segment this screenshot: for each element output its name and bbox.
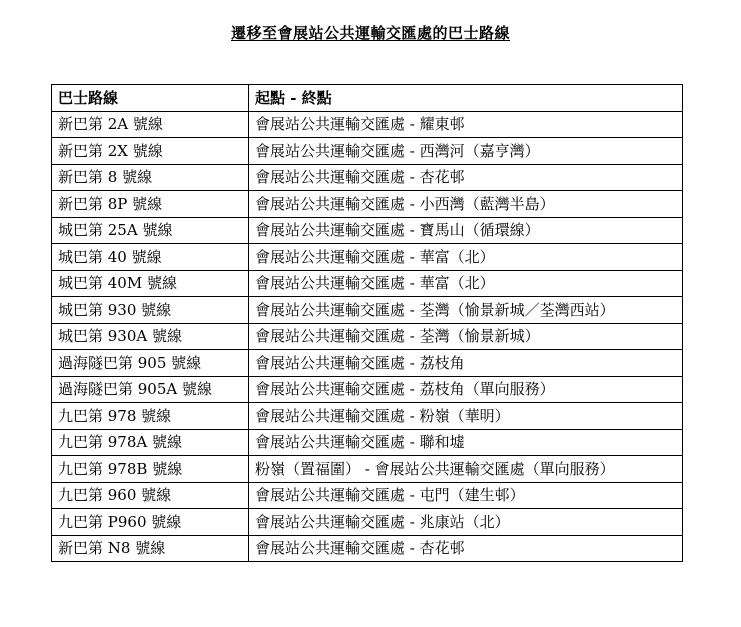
bus-route-table: [51, 84, 683, 562]
origin-destination-cell: 會展站公共運輸交匯處 - 耀東邨: [249, 111, 683, 138]
origin-destination-cell: 會展站公共運輸交匯處 - 屯門（建生邨）: [249, 482, 683, 509]
route-cell: 城巴第 930 號線: [52, 297, 249, 324]
route-cell: 九巴第 960 號線: [52, 482, 249, 509]
table-header-row: [52, 85, 683, 112]
table-row: [52, 191, 683, 218]
route-cell: 九巴第 P960 號線: [52, 509, 249, 536]
table-body: [52, 111, 683, 562]
table-row: [52, 164, 683, 191]
header-bus-route: 巴士路線: [52, 85, 249, 112]
origin-destination-cell: 會展站公共運輸交匯處 - 荔枝角（單向服務）: [249, 376, 683, 403]
table-row: [52, 111, 683, 138]
origin-destination-cell: 會展站公共運輸交匯處 - 粉嶺（華明）: [249, 403, 683, 430]
origin-destination-cell: 會展站公共運輸交匯處 - 杏花邨: [249, 535, 683, 562]
route-cell: 九巴第 978A 號線: [52, 429, 249, 456]
origin-destination-cell: 會展站公共運輸交匯處 - 華富（北）: [249, 244, 683, 271]
route-cell: 城巴第 40M 號線: [52, 270, 249, 297]
table-row: [52, 323, 683, 350]
table-row: [52, 456, 683, 483]
origin-destination-cell: 會展站公共運輸交匯處 - 荃灣（愉景新城／荃灣西站）: [249, 297, 683, 324]
document-title: 遷移至會展站公共運輸交匯處的巴士路線: [230, 24, 510, 42]
table-row: [52, 350, 683, 377]
origin-destination-cell: 會展站公共運輸交匯處 - 兆康站（北）: [249, 509, 683, 536]
table-row: [52, 297, 683, 324]
route-cell: 城巴第 25A 號線: [52, 217, 249, 244]
origin-destination-cell: 會展站公共運輸交匯處 - 寶馬山（循環線）: [249, 217, 683, 244]
table-row: [52, 509, 683, 536]
origin-destination-cell: 會展站公共運輸交匯處 - 杏花邨: [249, 164, 683, 191]
table-row: [52, 270, 683, 297]
origin-destination-cell: 會展站公共運輸交匯處 - 荃灣（愉景新城）: [249, 323, 683, 350]
origin-destination-cell: 會展站公共運輸交匯處 - 華富（北）: [249, 270, 683, 297]
route-cell: 新巴第 2X 號線: [52, 138, 249, 165]
table-row: [52, 217, 683, 244]
header-origin-destination: 起點 - 終點: [249, 85, 683, 112]
table-row: [52, 482, 683, 509]
route-cell: 九巴第 978B 號線: [52, 456, 249, 483]
route-cell: 新巴第 2A 號線: [52, 111, 249, 138]
table-row: [52, 138, 683, 165]
table-row: [52, 403, 683, 430]
origin-destination-cell: 會展站公共運輸交匯處 - 聯和墟: [249, 429, 683, 456]
origin-destination-cell: 會展站公共運輸交匯處 - 西灣河（嘉亨灣）: [249, 138, 683, 165]
route-cell: 九巴第 978 號線: [52, 403, 249, 430]
table-row: [52, 244, 683, 271]
origin-destination-cell: 粉嶺（置福圍） - 會展站公共運輸交匯處（單向服務）: [249, 456, 683, 483]
table-row: [52, 429, 683, 456]
table-row: [52, 376, 683, 403]
table-row: [52, 535, 683, 562]
origin-destination-cell: 會展站公共運輸交匯處 - 荔枝角: [249, 350, 683, 377]
route-cell: 城巴第 40 號線: [52, 244, 249, 271]
route-cell: 新巴第 8P 號線: [52, 191, 249, 218]
route-cell: 新巴第 8 號線: [52, 164, 249, 191]
route-cell: 過海隧巴第 905A 號線: [52, 376, 249, 403]
route-cell: 城巴第 930A 號線: [52, 323, 249, 350]
route-cell: 過海隧巴第 905 號線: [52, 350, 249, 377]
origin-destination-cell: 會展站公共運輸交匯處 - 小西灣（藍灣半島）: [249, 191, 683, 218]
route-cell: 新巴第 N8 號線: [52, 535, 249, 562]
